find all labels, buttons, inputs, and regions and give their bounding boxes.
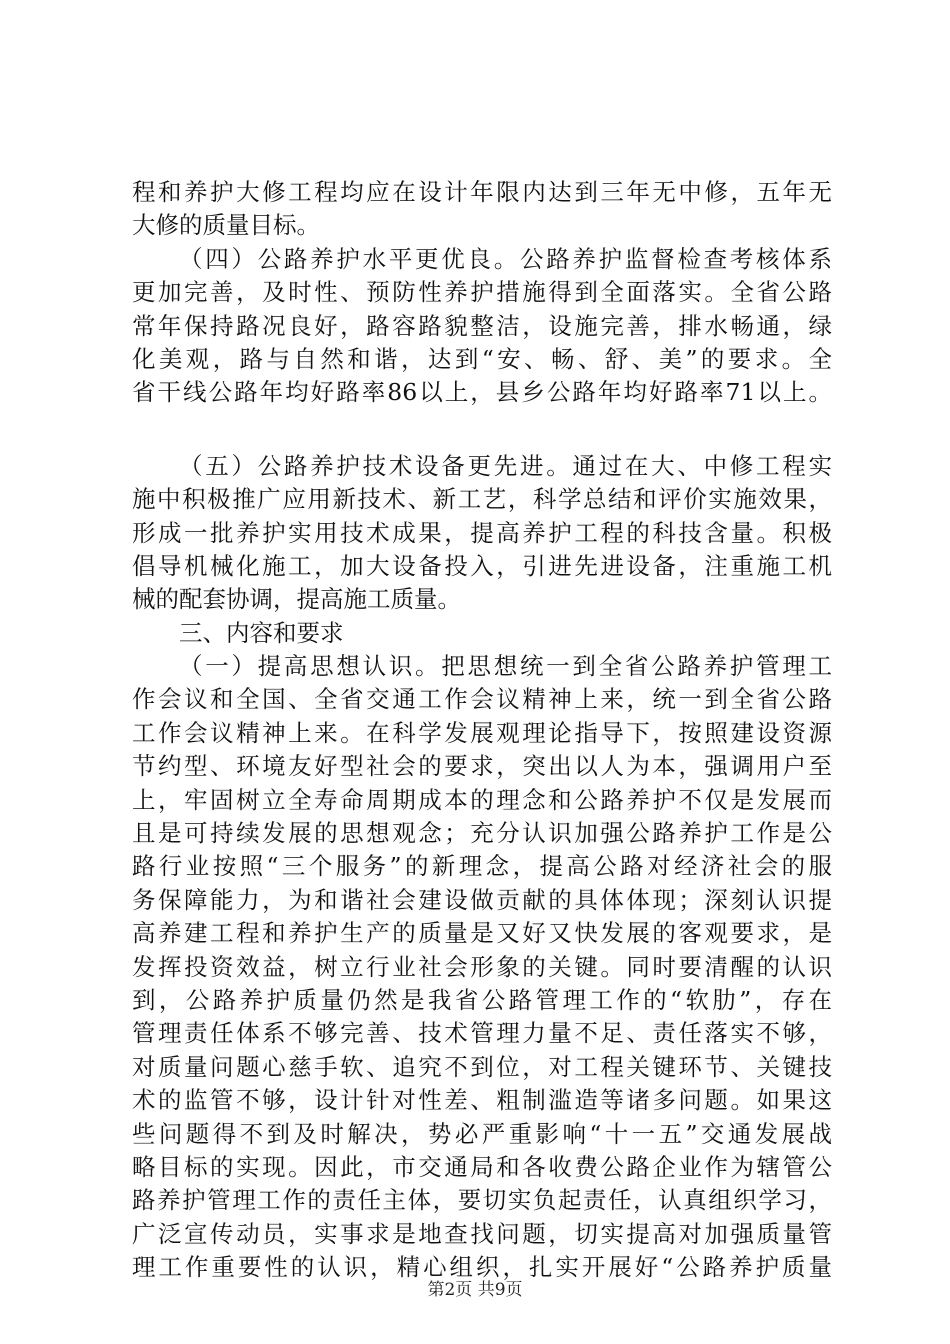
text-line: 大修的质量目标。 [132,211,320,240]
text-line: 程和养护大修工程均应在设计年限内达到三年无中修，五年无 [132,178,832,206]
text-line: 务保障能力，为和谐社会建设做贡献的具体体现；深刻认识提 [132,885,832,914]
text-line: 倡导机械化施工，加大设备投入，引进先进设备，注重施工机 [132,551,832,580]
document-body [132,176,832,1285]
text-line: 广泛宣传动员，实事求是地查找问题，切实提高对加强质量管 [132,1219,832,1248]
text-line: 路养护管理工作的责任主体，要切实负起责任，认真组织学习， [132,1186,832,1215]
text-line: 形成一批养护实用技术成果，提高养护工程的科技含量。积极 [132,518,832,547]
text-line: 械的配套协调，提高施工质量。 [132,585,461,614]
text-line: （五）公路养护技术设备更先进。通过在大、中修工程实 [179,451,832,480]
text-line: 对质量问题心慈手软、追究不到位，对工程关键环节、关键技 [132,1052,832,1081]
text-line: 省干线公路年均好路率86以上，县乡公路年均好路率71以上。 [132,378,832,407]
text-line: 常年保持路况良好，路容路貌整洁，设施完善，排水畅通，绿 [132,311,832,340]
text-line: 化美观，路与自然和谐，达到“安、畅、舒、美”的要求。全 [132,344,832,373]
page-number: 第2页 共9页 [427,1280,523,1300]
blank-line [132,410,832,450]
text-line: 作会议和全国、全省交通工作会议精神上来，统一到全省公路 [132,685,832,714]
text-line: 节约型、环境友好型社会的要求，突出以人为本，强调用户至 [132,752,832,781]
text-line: 管理责任体系不够完善、技术管理力量不足、责任落实不够， [132,1019,832,1048]
text-line: 上，牢固树立全寿命周期成本的理念和公路养护不仅是发展而 [132,785,832,814]
section-heading: 三、内容和要求 [179,618,344,647]
text-line: （一）提高思想认识。把思想统一到全省公路养护管理工 [179,652,832,681]
text-line: 高养建工程和养护生产的质量是又好又快发展的客观要求，是 [132,919,832,948]
text-line: 工作会议精神上来。在科学发展观理论指导下，按照建设资源 [132,718,832,747]
text-line: 施中积极推广应用新技术、新工艺，科学总结和评价实施效果， [132,485,832,514]
text-line: 发挥投资效益，树立行业社会形象的关键。同时要清醒的认识 [132,952,832,981]
text-line: 术的监管不够，设计针对性差、粗制滥造等诸多问题。如果这 [132,1086,832,1115]
text-line: 路行业按照“三个服务”的新理念，提高公路对经济社会的服 [132,852,832,881]
text-line: 理工作重要性的认识，精心组织，扎实开展好“公路养护质量 [132,1253,832,1282]
text-line: 到，公路养护质量仍然是我省公路管理工作的“软肋”，存在 [132,985,832,1014]
text-line: （四）公路养护水平更优良。公路养护监督检查考核体系 [179,244,832,273]
text-line: 略目标的实现。因此，市交通局和各收费公路企业作为辖管公 [132,1152,832,1181]
text-line: 些问题得不到及时解决，势必严重影响“十一五”交通发展战 [132,1119,832,1148]
text-line: 且是可持续发展的思想观念；充分认识加强公路养护工作是公 [132,819,832,848]
text-line: 更加完善，及时性、预防性养护措施得到全面落实。全省公路 [132,278,832,307]
